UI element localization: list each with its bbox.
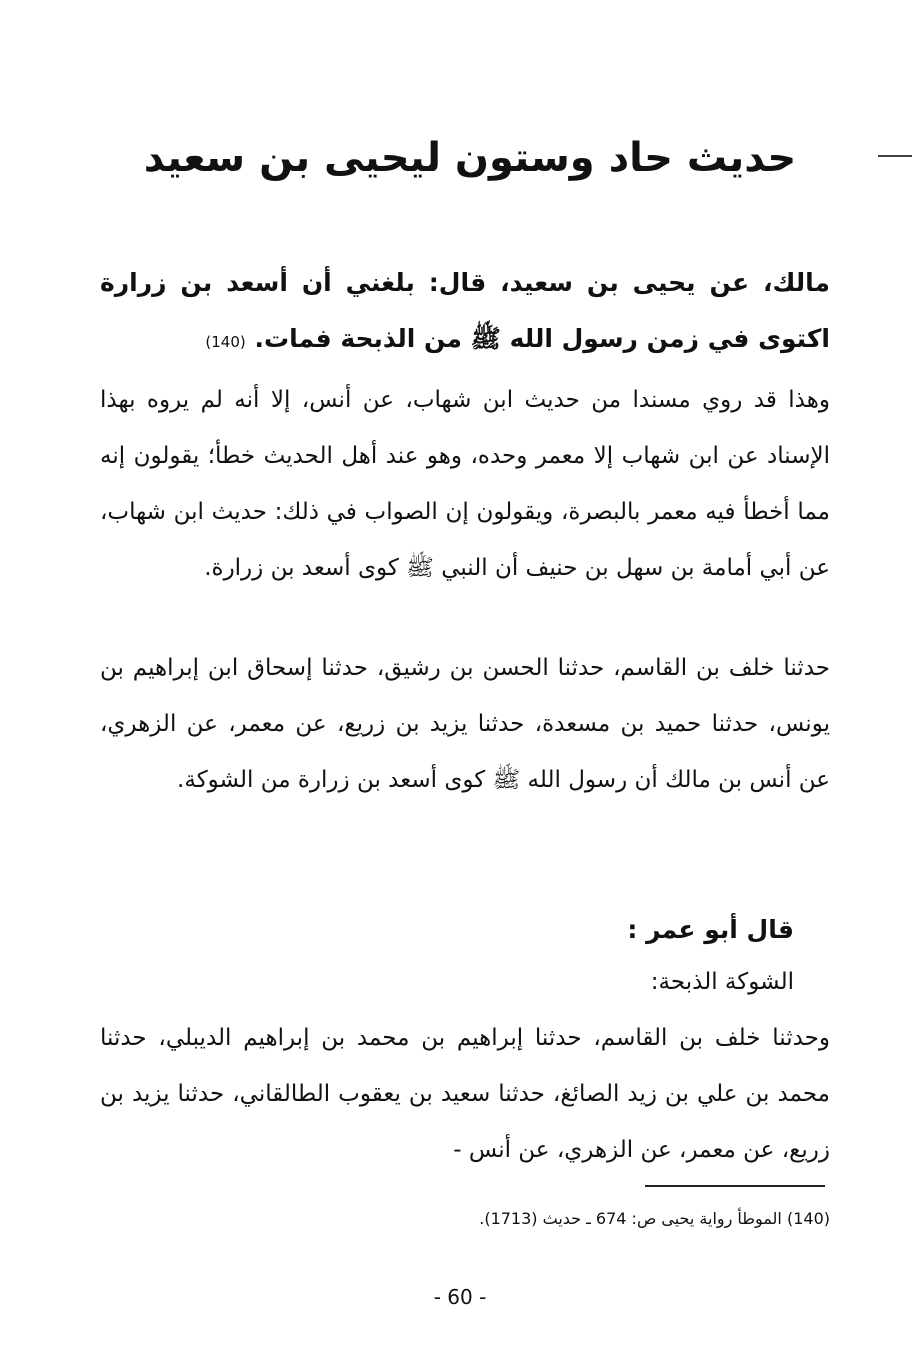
commentary-paragraph-1: وهذا قد روي مسندا من حديث ابن شهاب، عن أنس، إلا أنه لم يروه بهذا الإسناد عن ابن شهاب إلا معمر وحده، وهو عند أهل الحديث خطأ؛ يقولون إنه مما أخطأ فيه معمر بالبصرة، ويقولون إن الصواب في ذلك: حديث ابن شهاب، عن أبي أمامة بن سهل بن حنيف أن النبي ﷺ كوى أسعد بن زرارة. — [100, 387, 830, 581]
lead-hadith — [100, 255, 830, 370]
isnad-paragraph-2: حدثنا خلف بن القاسم، حدثنا الحسن بن رشيق، حدثنا إسحاق ابن إبراهيم بن يونس، حدثنا حميد بن مسعدة، حدثنا يزيد بن زريع، عن معمر، عن الزهري، عن أنس بن مالك أن رسول الله ﷺ كوى أسعد بن زرارة من الشوكة. — [100, 655, 830, 793]
footnote-text: (140) الموطأ رواية يحيى ص: 674 ـ حديث (1713). — [479, 1209, 830, 1228]
page-number: - 60 - — [433, 1285, 487, 1309]
chapter-title: حديث حاد وستون ليحيى بن سعيد — [143, 135, 797, 181]
margin-mark — [878, 155, 912, 157]
isnad-paragraph-3: وحدثنا خلف بن القاسم، حدثنا إبراهيم بن محمد بن إبراهيم الديبلي، حدثنا محمد بن علي بن زيد الصائغ، حدثنا سعيد بن يعقوب الطالقاني، حدثنا يزيد بن زريع، عن معمر، عن الزهري، عن أنس - — [100, 1025, 830, 1163]
lead-hadith-text: مالك، عن يحيى بن سعيد، قال: بلغني أن أسعد بن زرارة اكتوى في زمن رسول الله ﷺ من الذبحة فمات. — [100, 268, 830, 353]
footnote-ref: (140) — [205, 333, 246, 351]
footnote-divider — [645, 1185, 825, 1187]
section-heading: قال أبو عمر : — [627, 915, 794, 944]
section-subheading: الشوكة الذبحة: — [650, 969, 794, 995]
